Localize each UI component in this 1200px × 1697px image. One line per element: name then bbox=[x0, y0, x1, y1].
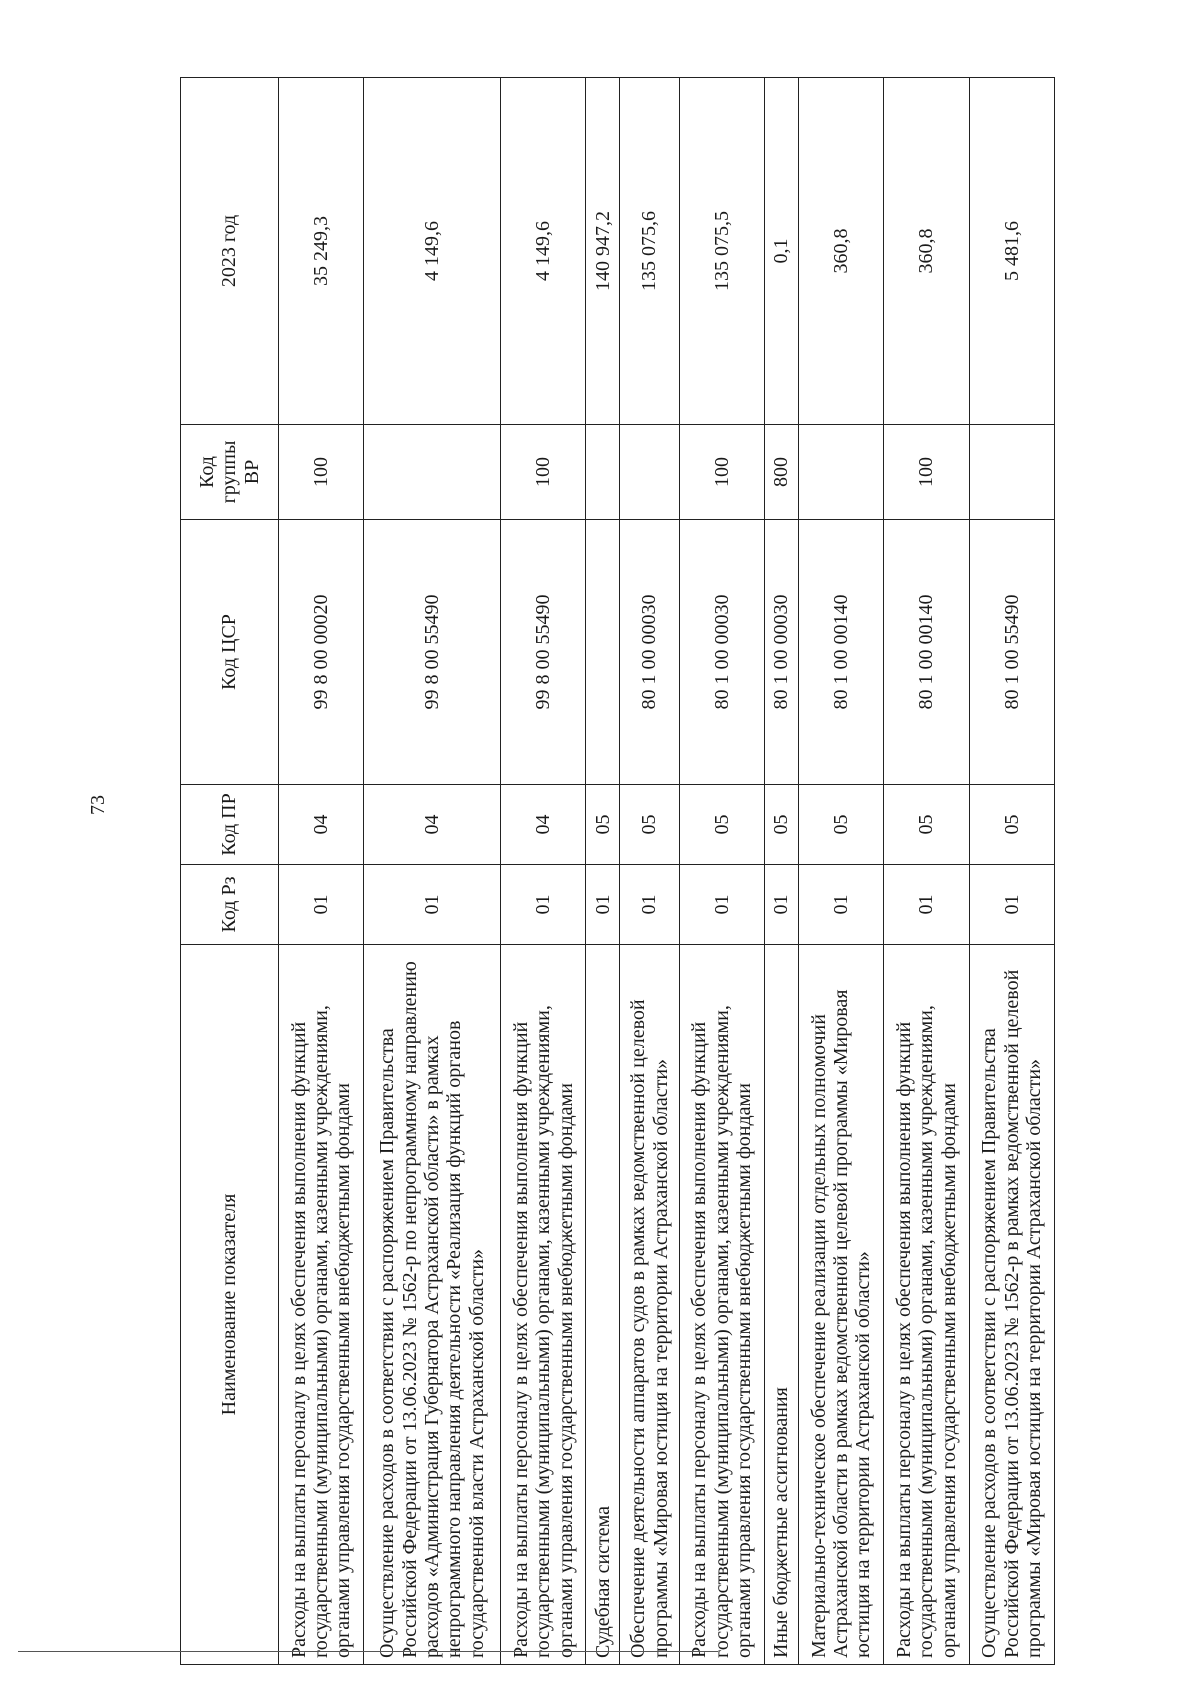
row-name: Обеспечение деятельности аппаратов судов в рамках ведомственной целевой программы «Мировая юстиция на территории Астраханской области» bbox=[620, 945, 680, 1665]
row-csr: 99 8 00 55490 bbox=[364, 520, 501, 785]
row-pr: 04 bbox=[501, 785, 586, 865]
header-pr: Код ПР bbox=[181, 785, 279, 865]
table-row bbox=[586, 78, 620, 1665]
row-amount: 360,8 bbox=[798, 78, 883, 425]
row-amount: 360,8 bbox=[884, 78, 969, 425]
row-name: Осуществление расходов в соответствии с распоряжением Правительства Российской Федерации от 13.06.2023 № 1562-р по непрограммному направлению расходов «Администрация Губернатора Астраханской области» в рамках непрограммного направления деятельности «Реализация функций органов государственной власти Астраханской области» bbox=[364, 945, 501, 1665]
table-row bbox=[884, 78, 969, 1665]
row-vr bbox=[798, 425, 883, 520]
row-name: Судебная система bbox=[586, 945, 620, 1665]
row-csr: 80 1 00 00030 bbox=[765, 520, 799, 785]
header-vr: Код группы ВР bbox=[181, 425, 279, 520]
row-csr: 80 1 00 00030 bbox=[620, 520, 680, 785]
budget-table bbox=[180, 77, 1055, 1665]
row-csr: 99 8 00 55490 bbox=[501, 520, 586, 785]
row-rz: 01 bbox=[679, 865, 764, 945]
row-name: Расходы на выплаты персоналу в целях обеспечения выполнения функций государственными (муниципальными) органами, казенными учреждениями, органами управления государственными внебюджетными фондами bbox=[501, 945, 586, 1665]
row-amount: 135 075,5 bbox=[679, 78, 764, 425]
table-row bbox=[279, 78, 364, 1665]
row-pr: 05 bbox=[884, 785, 969, 865]
table-row bbox=[679, 78, 764, 1665]
row-csr: 80 1 00 00140 bbox=[884, 520, 969, 785]
row-csr: 99 8 00 00020 bbox=[279, 520, 364, 785]
header-amount: 2023 год bbox=[181, 78, 279, 425]
row-name: Расходы на выплаты персоналу в целях обеспечения выполнения функций государственными (муниципальными) органами, казенными учреждениями, органами управления государственными внебюджетными фондами bbox=[679, 945, 764, 1665]
row-vr: 800 bbox=[765, 425, 799, 520]
table-row bbox=[364, 78, 501, 1665]
row-amount: 140 947,2 bbox=[586, 78, 620, 425]
row-pr: 04 bbox=[279, 785, 364, 865]
header-name: Наименование показателя bbox=[181, 945, 279, 1665]
row-vr: 100 bbox=[501, 425, 586, 520]
row-name: Расходы на выплаты персоналу в целях обеспечения выполнения функций государственными (муниципальными) органами, казенными учреждениями, органами управления государственными внебюджетными фондами bbox=[884, 945, 969, 1665]
row-rz: 01 bbox=[884, 865, 969, 945]
row-rz: 01 bbox=[501, 865, 586, 945]
row-pr: 04 bbox=[364, 785, 501, 865]
row-vr bbox=[620, 425, 680, 520]
row-amount: 0,1 bbox=[765, 78, 799, 425]
row-amount: 4 149,6 bbox=[501, 78, 586, 425]
row-rz: 01 bbox=[364, 865, 501, 945]
row-rz: 01 bbox=[798, 865, 883, 945]
row-csr: 80 1 00 00140 bbox=[798, 520, 883, 785]
header-csr: Код ЦСР bbox=[181, 520, 279, 785]
row-vr: 100 bbox=[679, 425, 764, 520]
row-name: Осуществление расходов в соответствии с распоряжением Правительства Российской Федерации от 13.06.2023 № 1562-р в рамках ведомственной целевой программы «Мировая юстиция на территории Астраханской области» bbox=[969, 945, 1054, 1665]
table-row bbox=[620, 78, 680, 1665]
row-csr: 80 1 00 55490 bbox=[969, 520, 1054, 785]
rotated-table-container bbox=[180, 78, 1055, 1665]
row-pr: 05 bbox=[798, 785, 883, 865]
table-header-row bbox=[181, 78, 279, 1665]
row-name: Расходы на выплаты персоналу в целях обеспечения выполнения функций государственными (муниципальными) органами, казенными учреждениями, органами управления государственными внебюджетными фондами bbox=[279, 945, 364, 1665]
row-vr bbox=[969, 425, 1054, 520]
row-vr bbox=[586, 425, 620, 520]
row-rz: 01 bbox=[279, 865, 364, 945]
row-rz: 01 bbox=[765, 865, 799, 945]
row-csr bbox=[586, 520, 620, 785]
scan-edge-line bbox=[18, 1651, 718, 1652]
row-vr: 100 bbox=[279, 425, 364, 520]
row-vr bbox=[364, 425, 501, 520]
row-amount: 35 249,3 bbox=[279, 78, 364, 425]
row-name: Материально-техническое обеспечение реализации отдельных полномочий Астраханской области в рамках ведомственной целевой программы «Мировая юстиция на территории Астраханской области» bbox=[798, 945, 883, 1665]
row-rz: 01 bbox=[586, 865, 620, 945]
row-amount: 5 481,6 bbox=[969, 78, 1054, 425]
table-row bbox=[765, 78, 799, 1665]
row-amount: 4 149,6 bbox=[364, 78, 501, 425]
row-pr: 05 bbox=[969, 785, 1054, 865]
row-amount: 135 075,6 bbox=[620, 78, 680, 425]
row-pr: 05 bbox=[765, 785, 799, 865]
table-row bbox=[969, 78, 1054, 1665]
row-pr: 05 bbox=[620, 785, 680, 865]
row-rz: 01 bbox=[969, 865, 1054, 945]
row-name: Иные бюджетные ассигнования bbox=[765, 945, 799, 1665]
header-rz: Код Рз bbox=[181, 865, 279, 945]
row-pr: 05 bbox=[679, 785, 764, 865]
row-vr: 100 bbox=[884, 425, 969, 520]
row-pr: 05 bbox=[586, 785, 620, 865]
table-row bbox=[501, 78, 586, 1665]
page-number: 73 bbox=[87, 795, 109, 815]
table-row bbox=[798, 78, 883, 1665]
row-rz: 01 bbox=[620, 865, 680, 945]
row-csr: 80 1 00 00030 bbox=[679, 520, 764, 785]
